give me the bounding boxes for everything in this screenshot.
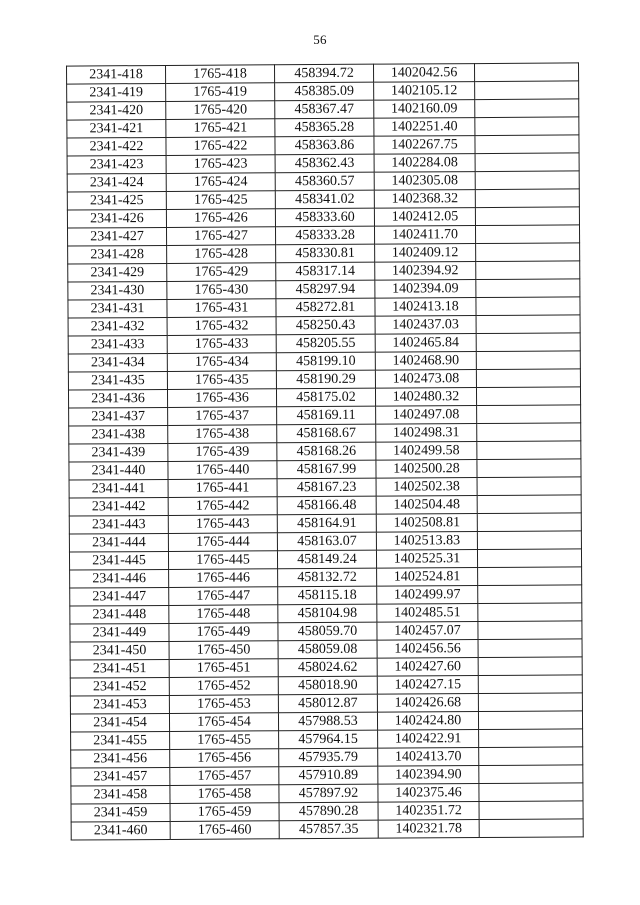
- x-coordinate-cell: 458297.94: [276, 280, 375, 299]
- point-number-cell: 2341-429: [68, 263, 167, 282]
- notes-cell: [478, 657, 582, 676]
- notes-cell: [477, 549, 581, 568]
- x-coordinate-cell: 458166.48: [277, 496, 376, 515]
- reference-number-cell: 1765-459: [170, 803, 279, 822]
- x-coordinate-cell: 458169.11: [277, 406, 376, 425]
- y-coordinate-cell: 1402426.68: [377, 694, 478, 713]
- x-coordinate-cell: 458164.91: [277, 514, 376, 533]
- point-number-cell: 2341-424: [67, 173, 166, 192]
- point-number-cell: 2341-438: [69, 425, 168, 444]
- y-coordinate-cell: 1402251.40: [374, 118, 475, 137]
- table-row: [71, 819, 583, 840]
- reference-number-cell: 1765-431: [167, 299, 276, 318]
- point-number-cell: 2341-425: [67, 191, 166, 210]
- reference-number-cell: 1765-435: [167, 371, 276, 390]
- point-number-cell: 2341-460: [71, 821, 170, 840]
- notes-cell: [475, 99, 579, 118]
- x-coordinate-cell: 458149.24: [277, 550, 376, 569]
- x-coordinate-cell: 458333.60: [275, 208, 374, 227]
- notes-cell: [475, 135, 579, 154]
- x-coordinate-cell: 458012.87: [278, 694, 377, 713]
- y-coordinate-cell: 1402411.70: [374, 226, 475, 245]
- reference-number-cell: 1765-443: [168, 515, 277, 534]
- reference-number-cell: 1765-436: [167, 389, 276, 408]
- point-number-cell: 2341-418: [67, 65, 166, 84]
- notes-cell: [478, 585, 582, 604]
- y-coordinate-cell: 1402525.31: [376, 550, 477, 569]
- x-coordinate-cell: 458333.28: [275, 226, 374, 245]
- notes-cell: [476, 333, 580, 352]
- x-coordinate-cell: 458175.02: [276, 388, 375, 407]
- notes-cell: [477, 405, 581, 424]
- y-coordinate-cell: 1402042.56: [374, 64, 475, 83]
- point-number-cell: 2341-426: [67, 209, 166, 228]
- reference-number-cell: 1765-419: [166, 83, 275, 102]
- reference-number-cell: 1765-425: [166, 191, 275, 210]
- x-coordinate-cell: 458163.07: [277, 532, 376, 551]
- notes-cell: [479, 801, 583, 820]
- point-number-cell: 2341-432: [68, 317, 167, 336]
- reference-number-cell: 1765-422: [166, 137, 275, 156]
- y-coordinate-cell: 1402413.18: [375, 298, 476, 317]
- notes-cell: [477, 423, 581, 442]
- point-number-cell: 2341-440: [69, 461, 168, 480]
- y-coordinate-cell: 1402375.46: [378, 784, 479, 803]
- point-number-cell: 2341-436: [68, 389, 167, 408]
- x-coordinate-cell: 457857.35: [279, 820, 378, 839]
- point-number-cell: 2341-437: [69, 407, 168, 426]
- x-coordinate-cell: 458059.70: [278, 622, 377, 641]
- y-coordinate-cell: 1402497.08: [376, 406, 477, 425]
- point-number-cell: 2341-450: [70, 641, 169, 660]
- x-coordinate-cell: 458190.29: [276, 370, 375, 389]
- reference-number-cell: 1765-457: [170, 767, 279, 786]
- y-coordinate-cell: 1402499.58: [376, 442, 477, 461]
- reference-number-cell: 1765-441: [168, 479, 277, 498]
- y-coordinate-cell: 1402267.75: [374, 136, 475, 155]
- reference-number-cell: 1765-426: [166, 209, 275, 228]
- y-coordinate-cell: 1402160.09: [374, 100, 475, 119]
- reference-number-cell: 1765-418: [166, 65, 275, 84]
- y-coordinate-cell: 1402468.90: [375, 352, 476, 371]
- y-coordinate-cell: 1402394.92: [375, 262, 476, 281]
- x-coordinate-cell: 458317.14: [276, 262, 375, 281]
- x-coordinate-cell: 458367.47: [275, 100, 374, 119]
- notes-cell: [476, 297, 580, 316]
- reference-number-cell: 1765-424: [166, 173, 275, 192]
- x-coordinate-cell: 458394.72: [275, 64, 374, 83]
- notes-cell: [478, 711, 582, 730]
- notes-cell: [478, 621, 582, 640]
- point-number-cell: 2341-421: [67, 119, 166, 138]
- y-coordinate-cell: 1402437.03: [375, 316, 476, 335]
- x-coordinate-cell: 458360.57: [275, 172, 374, 191]
- x-coordinate-cell: 457897.92: [279, 784, 378, 803]
- page-number: 56: [313, 32, 327, 47]
- notes-cell: [476, 387, 580, 406]
- point-number-cell: 2341-430: [68, 281, 167, 300]
- coordinates-table-body: [67, 63, 584, 840]
- notes-cell: [479, 783, 583, 802]
- y-coordinate-cell: 1402424.80: [377, 712, 478, 731]
- reference-number-cell: 1765-460: [170, 821, 279, 840]
- y-coordinate-cell: 1402500.28: [376, 460, 477, 479]
- reference-number-cell: 1765-445: [168, 551, 277, 570]
- reference-number-cell: 1765-449: [169, 623, 278, 642]
- point-number-cell: 2341-449: [70, 623, 169, 642]
- x-coordinate-cell: 457910.89: [279, 766, 378, 785]
- point-number-cell: 2341-423: [67, 155, 166, 174]
- point-number-cell: 2341-457: [71, 767, 170, 786]
- point-number-cell: 2341-448: [70, 605, 169, 624]
- y-coordinate-cell: 1402394.90: [378, 766, 479, 785]
- notes-cell: [477, 531, 581, 550]
- notes-cell: [475, 225, 579, 244]
- reference-number-cell: 1765-421: [166, 119, 275, 138]
- y-coordinate-cell: 1402351.72: [378, 802, 479, 821]
- x-coordinate-cell: 458199.10: [276, 352, 375, 371]
- notes-cell: [478, 567, 582, 586]
- reference-number-cell: 1765-454: [169, 713, 278, 732]
- y-coordinate-cell: 1402413.70: [378, 748, 479, 767]
- reference-number-cell: 1765-448: [169, 605, 278, 624]
- y-coordinate-cell: 1402394.09: [375, 280, 476, 299]
- reference-number-cell: 1765-432: [167, 317, 276, 336]
- point-number-cell: 2341-433: [68, 335, 167, 354]
- point-number-cell: 2341-439: [69, 443, 168, 462]
- reference-number-cell: 1765-451: [169, 659, 278, 678]
- notes-cell: [477, 459, 581, 478]
- notes-cell: [475, 207, 579, 226]
- notes-cell: [478, 639, 582, 658]
- y-coordinate-cell: 1402473.08: [375, 370, 476, 389]
- y-coordinate-cell: 1402427.15: [377, 676, 478, 695]
- y-coordinate-cell: 1402524.81: [377, 568, 478, 587]
- notes-cell: [475, 117, 579, 136]
- x-coordinate-cell: 458272.81: [276, 298, 375, 317]
- point-number-cell: 2341-452: [70, 677, 169, 696]
- reference-number-cell: 1765-450: [169, 641, 278, 660]
- reference-number-cell: 1765-453: [169, 695, 278, 714]
- coordinates-table-wrapper: [66, 62, 583, 840]
- point-number-cell: 2341-459: [71, 803, 170, 822]
- point-number-cell: 2341-455: [71, 731, 170, 750]
- point-number-cell: 2341-420: [67, 101, 166, 120]
- notes-cell: [476, 315, 580, 334]
- notes-cell: [478, 603, 582, 622]
- notes-cell: [479, 819, 583, 838]
- x-coordinate-cell: 458104.98: [278, 604, 377, 623]
- point-number-cell: 2341-422: [67, 137, 166, 156]
- notes-cell: [476, 369, 580, 388]
- x-coordinate-cell: 458363.86: [275, 136, 374, 155]
- point-number-cell: 2341-441: [69, 479, 168, 498]
- reference-number-cell: 1765-428: [167, 245, 276, 264]
- x-coordinate-cell: 457890.28: [279, 802, 378, 821]
- y-coordinate-cell: 1402504.48: [376, 496, 477, 515]
- reference-number-cell: 1765-456: [170, 749, 279, 768]
- notes-cell: [476, 351, 580, 370]
- point-number-cell: 2341-427: [67, 227, 166, 246]
- reference-number-cell: 1765-429: [167, 263, 276, 282]
- reference-number-cell: 1765-437: [168, 407, 277, 426]
- y-coordinate-cell: 1402409.12: [375, 244, 476, 263]
- notes-cell: [475, 63, 579, 82]
- notes-cell: [476, 279, 580, 298]
- x-coordinate-cell: 458168.67: [277, 424, 376, 443]
- x-coordinate-cell: 458167.23: [277, 478, 376, 497]
- y-coordinate-cell: 1402427.60: [377, 658, 478, 677]
- notes-cell: [475, 171, 579, 190]
- notes-cell: [477, 513, 581, 532]
- y-coordinate-cell: 1402498.31: [376, 424, 477, 443]
- notes-cell: [477, 495, 581, 514]
- notes-cell: [475, 81, 579, 100]
- reference-number-cell: 1765-444: [168, 533, 277, 552]
- notes-cell: [475, 189, 579, 208]
- y-coordinate-cell: 1402513.83: [376, 532, 477, 551]
- y-coordinate-cell: 1402284.08: [374, 154, 475, 173]
- notes-cell: [476, 261, 580, 280]
- reference-number-cell: 1765-452: [169, 677, 278, 696]
- notes-cell: [478, 675, 582, 694]
- x-coordinate-cell: 458168.26: [277, 442, 376, 461]
- reference-number-cell: 1765-446: [169, 569, 278, 588]
- notes-cell: [479, 729, 583, 748]
- coordinates-table: [66, 62, 584, 840]
- point-number-cell: 2341-419: [67, 83, 166, 102]
- point-number-cell: 2341-446: [70, 569, 169, 588]
- y-coordinate-cell: 1402305.08: [374, 172, 475, 191]
- notes-cell: [477, 441, 581, 460]
- reference-number-cell: 1765-439: [168, 443, 277, 462]
- reference-number-cell: 1765-440: [168, 461, 277, 480]
- reference-number-cell: 1765-420: [166, 101, 275, 120]
- point-number-cell: 2341-453: [70, 695, 169, 714]
- x-coordinate-cell: 458167.99: [277, 460, 376, 479]
- reference-number-cell: 1765-427: [166, 227, 275, 246]
- y-coordinate-cell: 1402465.84: [375, 334, 476, 353]
- reference-number-cell: 1765-438: [168, 425, 277, 444]
- notes-cell: [479, 765, 583, 784]
- reference-number-cell: 1765-423: [166, 155, 275, 174]
- x-coordinate-cell: 458250.43: [276, 316, 375, 335]
- y-coordinate-cell: 1402499.97: [377, 586, 478, 605]
- y-coordinate-cell: 1402321.78: [378, 820, 479, 839]
- y-coordinate-cell: 1402456.56: [377, 640, 478, 659]
- reference-number-cell: 1765-447: [169, 587, 278, 606]
- y-coordinate-cell: 1402457.07: [377, 622, 478, 641]
- notes-cell: [479, 747, 583, 766]
- point-number-cell: 2341-431: [68, 299, 167, 318]
- notes-cell: [478, 693, 582, 712]
- y-coordinate-cell: 1402422.91: [378, 730, 479, 749]
- point-number-cell: 2341-451: [70, 659, 169, 678]
- x-coordinate-cell: 458115.18: [278, 586, 377, 605]
- x-coordinate-cell: 458024.62: [278, 658, 377, 677]
- point-number-cell: 2341-458: [71, 785, 170, 804]
- point-number-cell: 2341-447: [70, 587, 169, 606]
- reference-number-cell: 1765-430: [167, 281, 276, 300]
- x-coordinate-cell: 458059.08: [278, 640, 377, 659]
- x-coordinate-cell: 458362.43: [275, 154, 374, 173]
- notes-cell: [476, 243, 580, 262]
- y-coordinate-cell: 1402508.81: [376, 514, 477, 533]
- x-coordinate-cell: 458341.02: [275, 190, 374, 209]
- reference-number-cell: 1765-455: [170, 731, 279, 750]
- notes-cell: [477, 477, 581, 496]
- y-coordinate-cell: 1402368.32: [374, 190, 475, 209]
- point-number-cell: 2341-456: [71, 749, 170, 768]
- point-number-cell: 2341-444: [69, 533, 168, 552]
- point-number-cell: 2341-435: [68, 371, 167, 390]
- point-number-cell: 2341-454: [70, 713, 169, 732]
- y-coordinate-cell: 1402480.32: [375, 388, 476, 407]
- x-coordinate-cell: 458132.72: [278, 568, 377, 587]
- y-coordinate-cell: 1402105.12: [374, 82, 475, 101]
- point-number-cell: 2341-434: [68, 353, 167, 372]
- y-coordinate-cell: 1402412.05: [374, 208, 475, 227]
- reference-number-cell: 1765-434: [167, 353, 276, 372]
- x-coordinate-cell: 457988.53: [278, 712, 377, 731]
- reference-number-cell: 1765-458: [170, 785, 279, 804]
- point-number-cell: 2341-428: [68, 245, 167, 264]
- point-number-cell: 2341-443: [69, 515, 168, 534]
- point-number-cell: 2341-445: [69, 551, 168, 570]
- reference-number-cell: 1765-433: [167, 335, 276, 354]
- x-coordinate-cell: 458330.81: [276, 244, 375, 263]
- notes-cell: [475, 153, 579, 172]
- y-coordinate-cell: 1402485.51: [377, 604, 478, 623]
- x-coordinate-cell: 458385.09: [275, 82, 374, 101]
- x-coordinate-cell: 458205.55: [276, 334, 375, 353]
- x-coordinate-cell: 457964.15: [279, 730, 378, 749]
- y-coordinate-cell: 1402502.38: [376, 478, 477, 497]
- reference-number-cell: 1765-442: [168, 497, 277, 516]
- x-coordinate-cell: 457935.79: [279, 748, 378, 767]
- point-number-cell: 2341-442: [69, 497, 168, 516]
- x-coordinate-cell: 458018.90: [278, 676, 377, 695]
- x-coordinate-cell: 458365.28: [275, 118, 374, 137]
